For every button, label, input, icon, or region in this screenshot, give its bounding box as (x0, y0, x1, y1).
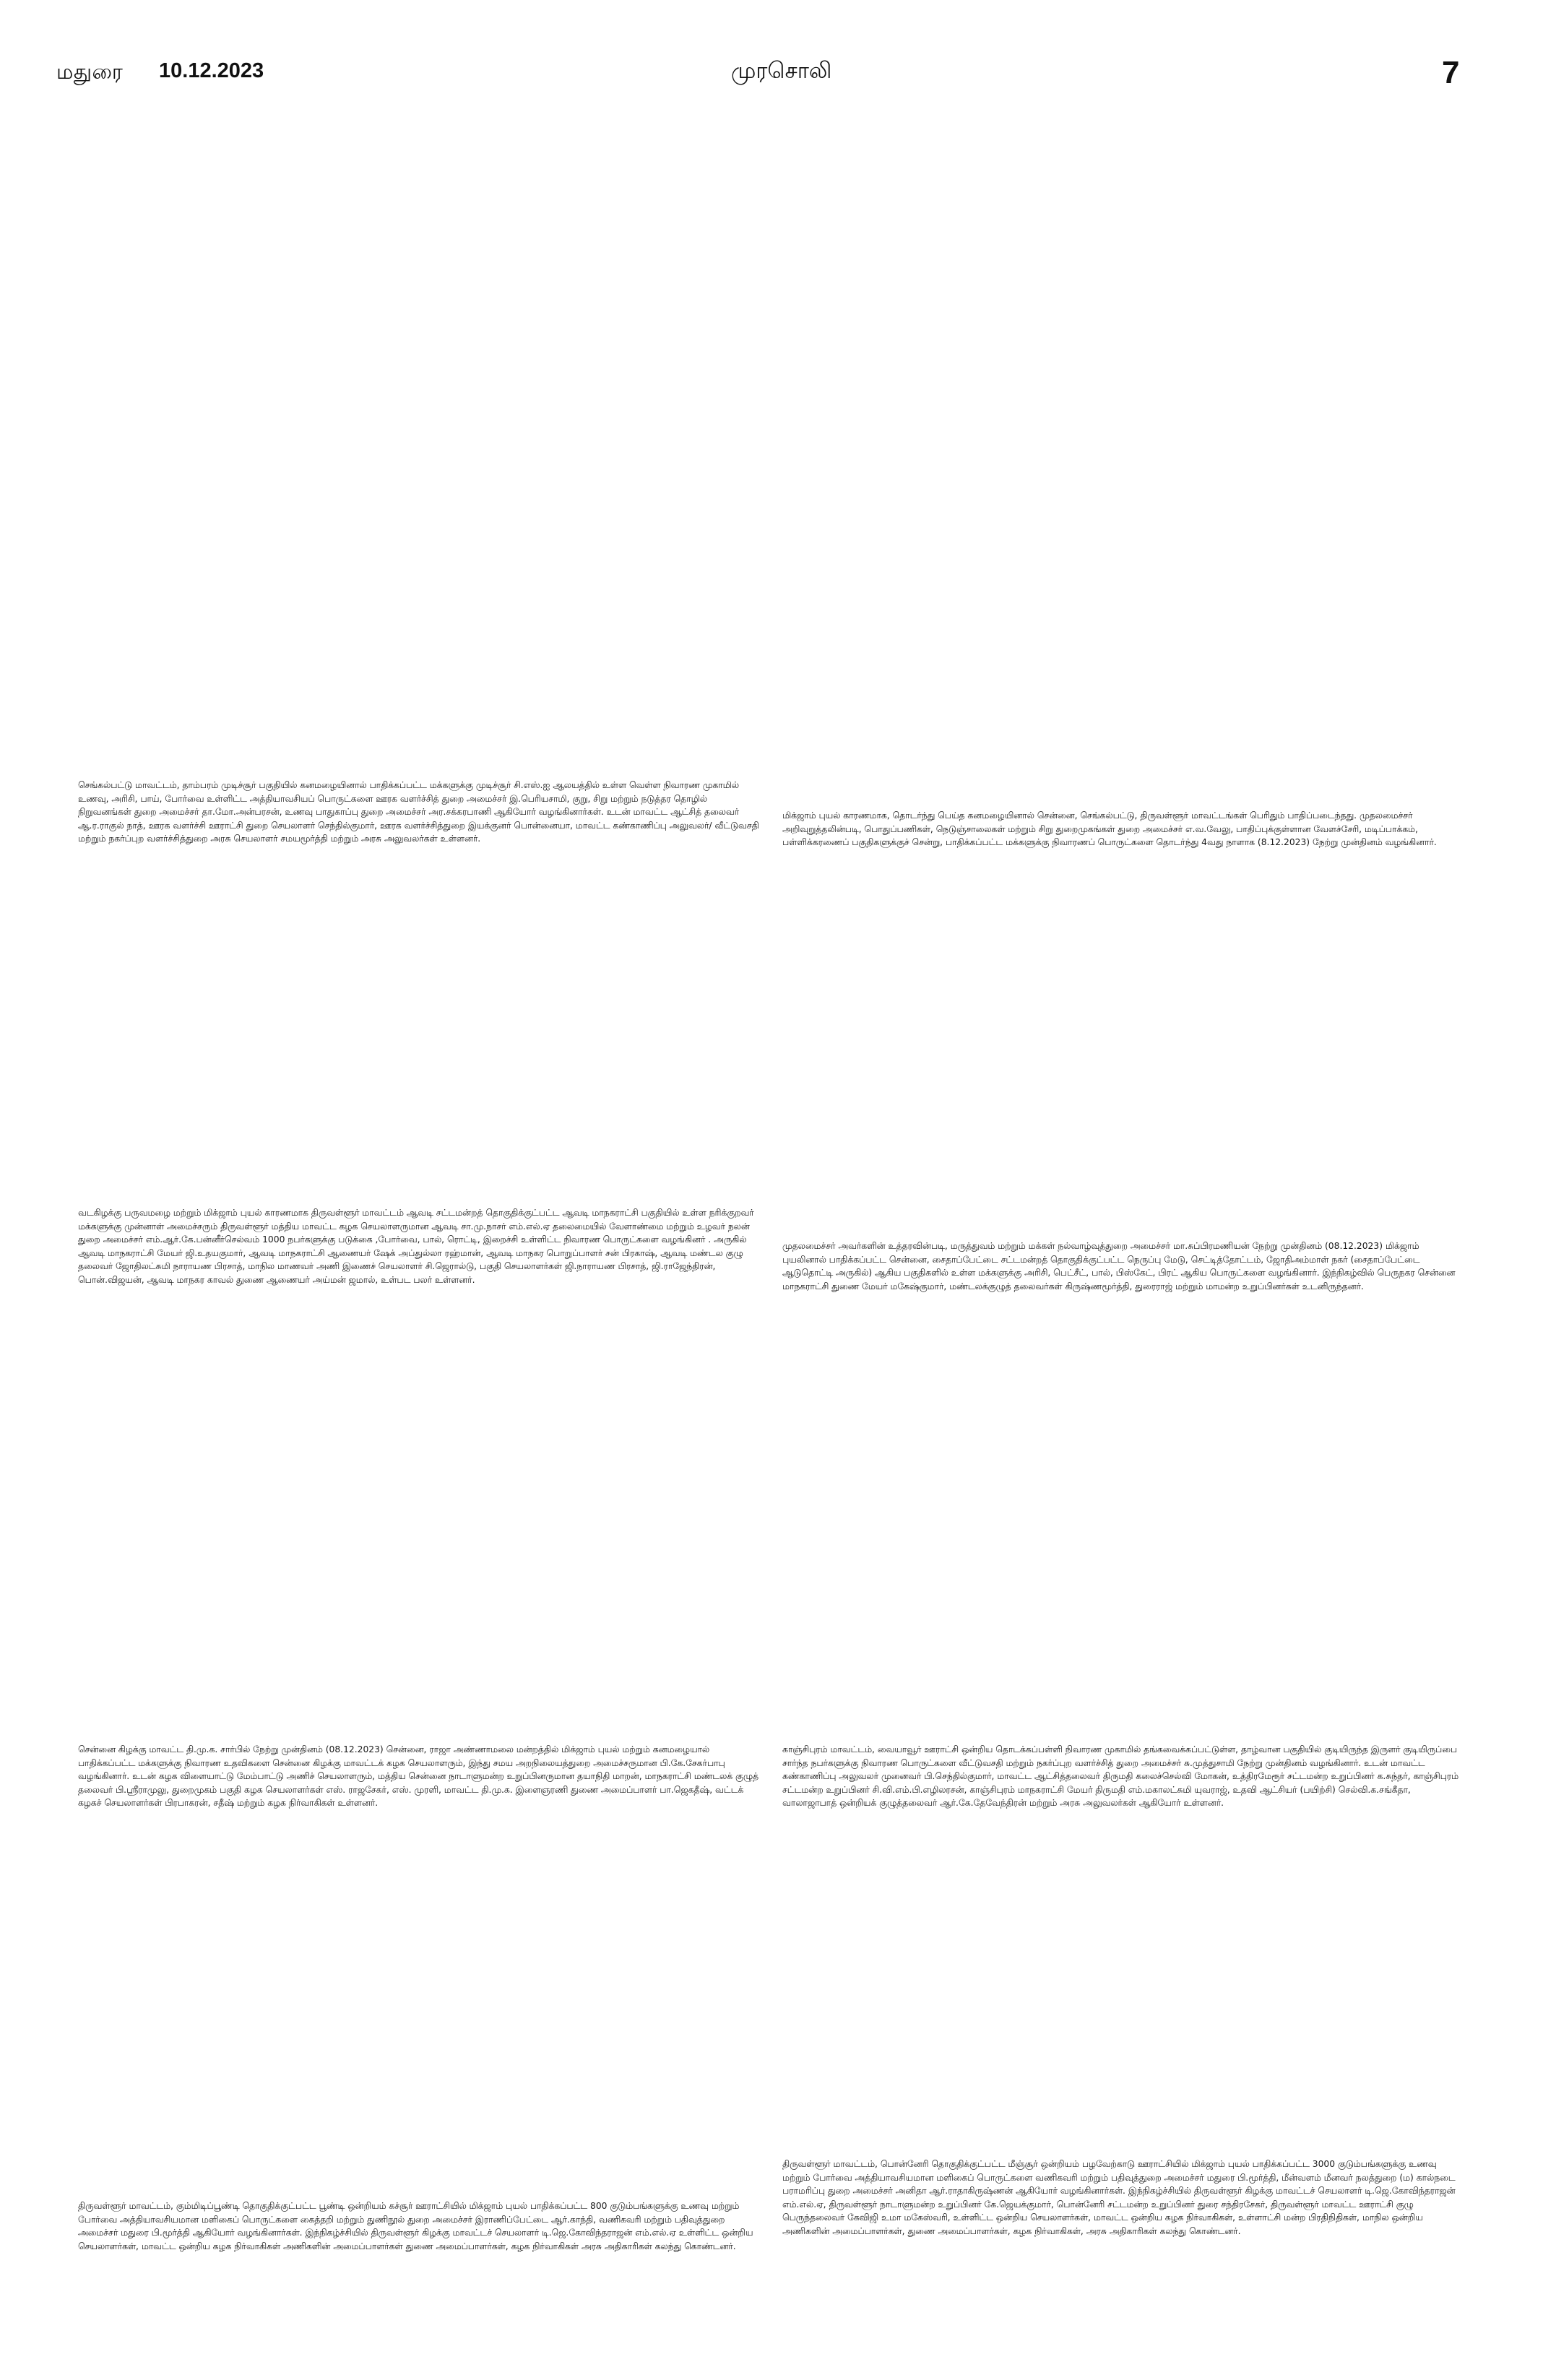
photo-caption-avadi: வடகிழக்கு பருவமழை மற்றும் மிக்ஜாம் புயல் காரணமாக திருவள்ளூர் மாவட்டம் ஆவடி சட்டமன்றத் தொகுதிக்குட்பட்ட ஆவடி மாநகராட்சி பகுதியில் உள்ள நரிக்குறவர் மக்களுக்கு முன்னாள் அமைச்சரும் திருவள்ளூர் மத்திய மாவட்ட கழக செயலாளருமான ஆவடி சா.மு.நாசர் எம்.எல்.ஏ தலைமையில் வேளாண்மை மற்றும் உழவர் நலன் துறை அமைச்சர் எம்.ஆர்.கே.பன்னீர்செல்வம் 1000 நபர்களுக்கு படுக்கை ,போர்வை, பால், ரொட்டி, இறைச்சி உள்ளிட்ட நிவாரண பொருட்களை வழங்கினர் . அருகில் ஆவடி மாநகராட்சி மேயர் ஜி.உதயகுமார், ஆவடி மாநகராட்சி ஆணையர் ஷேக் அப்துல்லா ரஹ்மான், ஆவடி மாநகர பொறுப்பாளர் சன் பிரகாஷ், ஆவடி மண்டல குழு தலைவர் ஜோதிலட்சுமி நாராயண பிரசாத், மாநில மாணவர் அணி இணைச் செயலாளர் சி.ஜெரால்டு, பகுதி செயலாளர்கள் ஜி.நாராயண பிரசாத், ஜி.ராஜேந்திரன், பொன்.விஜயன், ஆவடி மாநகர காவல் துணை ஆணையர் அய்மன் ஜமால், உள்பட பலர் உள்ளனர். (78, 1208, 754, 1285)
photo-caption-saidapet: முதலமைச்சர் அவர்களின் உத்தரவின்படி, மருத்துவம் மற்றும் மக்கள் நல்வாழ்வுத்துறை அமைச்சர் மா.சுப்பிரமணியன் நேற்று முன்தினம் (08.12.2023) மிக்ஜாம் புயலினால் பாதிக்கப்பட்ட சென்னை, சைதாப்பேட்டை சட்டமன்றத் தொகுதிக்குட்பட்ட நெருப்பு மேடு, செட்டித்தோட்டம், ஜோதிஅம்மாள் நகர் (சைதாப்பேட்டை ஆடுதொட்டி அருகில்) ஆகிய பகுதிகளில் உள்ள மக்களுக்கு அரிசி, பெட்சீட், பால், பிஸ்கேட், பிரட் ஆகிய பொருட்களை வழங்கினார். இந்நிகழ்வில் பெருநகர சென்னை மாநகராட்சி துணை மேயர் மகேஷ்குமார், மண்டலக்குழுத் தலைவர்கள் கிருஷ்ணமூர்த்தி, துரைராஜ் மற்றும் மாமன்ற உறுப்பினர்கள் உடனிருந்தனர். (782, 1241, 1456, 1291)
photo-caption-pazhaverkadu: திருவள்ளூர் மாவட்டம், பொன்னேரி தொகுதிக்குட்பட்ட மீஞ்சூர் ஒன்றியம் பழவேற்காடு ஊராட்சியில் மிக்ஜாம் புயல் பாதிக்கப்பட்ட 3000 குடும்பங்களுக்கு உணவு மற்றும் போர்வை அத்தியாவசியமான மளிகைப் பொருட்களை வணிகவரி மற்றும் பதிவுத்துறை அமைச்சர் மதுரை பி.மூர்த்தி, மீன்வளம் மீனவர் நலத்துறை (ம) கால்நடை பராமரிப்பு துறை அமைச்சர் அனிதா ஆர்.ராதாகிருஷ்ணன் ஆகியோர் வழங்கினார்கள். இந்நிகழ்ச்சியில் திருவள்ளூர் கிழக்கு மாவட்டச் செயலாளர் டி.ஜெ.கோவிந்தராஜன் எம்.எல்.ஏ, திருவள்ளூர் நாடாளுமன்ற உறுப்பினர் கே.ஜெயக்குமார், பொன்னேரி சட்டமன்ற உறுப்பினர் துரை சந்திரசேகர், திருவள்ளூர் மாவட்ட ஊராட்சி குழு பெருந்தலைவர் கேவிஜி உமா மகேஸ்வரி, உள்ளிட்ட ஒன்றிய செயலாளர்கள், மாவட்ட ஒன்றிய கழக நிர்வாகிகள், உள்ளாட்சி மன்ற பிரதிநிதிகள், மாநில ஒன்றிய அணிகளின் அமைப்பாளர்கள், துணை அமைப்பாளர்கள், கழக நிர்வாகிகள், அரசு அதிகாரிகள் கலந்து கொண்டனர். (782, 2159, 1456, 2236)
photo-caption-michaung-relief: மிக்ஜாம் புயல் காரணமாக, தொடர்ந்து பெய்த கனமழையினால் சென்னை, செங்கல்பட்டு, திருவள்ளூர் மாவட்டங்கள் பெரிதும் பாதிப்படைந்தது. முதலமைச்சர் அறிவுறுத்தலின்படி, பொதுப்பணிகள், நெடுஞ்சாலைகள் மற்றும் சிறு துறைமுகங்கள் துறை அமைச்சர் எ.வ.வேலு, பாதிப்புக்குள்ளான வேளச்சேரி, மடிப்பாக்கம், பள்ளிக்கரணைப் பகுதிகளுக்குச் சென்று, பாதிக்கப்பட்ட மக்களுக்கு நிவாரணப் பொருட்களை தொடர்ந்து 4வது நாளாக (8.12.2023) நேற்று முன்தினம் வழங்கினார். (782, 810, 1437, 848)
photo-caption-kachur: திருவள்ளூர் மாவட்டம், கும்மிடிப்பூண்டி தொகுதிக்குட்பட்ட பூண்டி ஒன்றியம் கச்சூர் ஊராட்சியில் மிக்ஜாம் புயல் பாதிக்கப்பட்ட 800 குடும்பங்களுக்கு உணவு மற்றும் போர்வை அத்தியாவசியமான மளிகைப் பொருட்களை கைத்தறி மற்றும் துணிநூல் துறை அமைச்சர் இராணிப்பேட்டை ஆர்.காந்தி, வணிகவரி மற்றும் பதிவுத்துறை அமைச்சர் மதுரை பி.மூர்த்தி ஆகியோர் வழங்கினார்கள். இந்நிகழ்ச்சியில் திருவள்ளூர் கிழக்கு மாவட்டச் செயலாளர் டி.ஜெ.கோவிந்தராஜன் எம்.எல்.ஏ உள்ளிட்ட ஒன்றிய செயலாளர்கள், மாவட்ட ஒன்றிய கழக நிர்வாகிகள் அணிகளின் அமைப்பாளர்கள் துணை அமைப்பாளர்கள், கழக நிர்வாகிகள் அரசு அதிகாரிகள் கலந்து கொண்டனர். (78, 2201, 753, 2251)
masthead (0, 0, 1543, 101)
newspaper-name: முரசொலி (731, 58, 832, 84)
edition-date: 10.12.2023 (159, 59, 264, 82)
photo-caption-kanchipuram: காஞ்சிபுரம் மாவட்டம், வையாவூர் ஊராட்சி ஒன்றிய தொடக்கப்பள்ளி நிவாரண முகாமில் தங்கவைக்கப்பட்டுள்ள, தாழ்வான பகுதியில் குடியிருந்த இருளர் குடியிருப்பை சார்ந்த நபர்களுக்கு நிவாரண பொருட்களை வீட்டுவசதி மற்றும் நகர்ப்புற வளர்ச்சித் துறை அமைச்சர் சு.முத்துசாமி நேற்று முன்தினம் வழங்கினார். உடன் மாவட்ட கண்காணிப்பு அலுவலர் முனைவர் பி.செந்தில்குமார், மாவட்ட ஆட்சித்தலைவர் திருமதி கலைச்செல்வி மோகன், உத்திரமேரூர் சட்டமன்ற உறுப்பினர் க.சுந்தர், காஞ்சிபுரம் சட்டமன்ற உறுப்பினர் சி.வி.எம்.பி.எழிலரசன், காஞ்சிபுரம் மாநகராட்சி மேயர் திருமதி எம்.மகாலட்சுமி யுவராஜ், உதவி ஆட்சியர் (பயிற்சி) செல்வி.க.சங்கீதா, வாலாஜாபாத் ஒன்றியக் குழுத்தலைவர் ஆர்.கே.தேவேந்திரன் மற்றும் அரசு அலுவலர்கள் ஆகியோர் உள்ளனர். (782, 1744, 1458, 1809)
page-number: 7 (1442, 55, 1460, 90)
edition-city: மதுரை (56, 59, 124, 84)
photo-caption-chennai-east: சென்னை கிழக்கு மாவட்ட தி.மு.க. சார்பில் நேற்று முன்தினம் (08.12.2023) சென்னை, ராஜா அண்ணாமலை மன்றத்தில் மிக்ஜாம் புயல் மற்றும் கனமழையால் பாதிக்கப்பட்ட மக்களுக்கு நிவாரண உதவிகளை சென்னை கிழக்கு மாவட்டக் கழக செயலாளரும், இந்து சமய அறநிலையத்துறை அமைச்சருமான பி.கே.சேகர்பாபு வழங்கினார். உடன் கழக விளையாட்டு மேம்பாட்டு அணிச் செயலாளரும், மத்திய சென்னை நாடாளுமன்ற உறுப்பினருமான தயாநிதி மாறன், மாநகராட்சி மண்டலக் குழுத் தலைவர் பி.ஸ்ரீராமுலு, துறைமுகம் பகுதி கழக செயலாளர்கள் எஸ். ராஜசேகர், எஸ். முரளி, மாவட்ட தி.மு.க. இளைஞரணி துணை அமைப்பாளர் பா.ஜெகதீஷ், வட்டக் கழகச் செயலாளர்கள் பிரபாகரன், சதீஷ் மற்றும் கழக நிர்வாகிகள் உள்ளனர். (78, 1744, 759, 1809)
photo-caption-chengalpattu: செங்கல்பட்டு மாவட்டம், தாம்பரம் முடிச்சூர் பகுதியில் கனமழையினால் பாதிக்கப்பட்ட மக்களுக்கு முடிச்சூர் சி.எஸ்.ஐ ஆலயத்தில் உள்ள வெள்ள நிவாரண முகாமில் உணவு, அரிசி, பாய், போர்வை உள்ளிட்ட அத்தியாவசியப் பொருட்களை ஊரக வளர்ச்சித் துறை அமைச்சர் இ.பெரியசாமி, குறு, சிறு மற்றும் நடுத்தர தொழில் நிறுவனங்கள் துறை அமைச்சர் தா.மோ.அன்பரசன், உணவு பாதுகாப்பு துறை அமைச்சர் அர.சக்கரபாணி ஆகியோர் வழங்கினார்கள். உடன் மாவட்ட ஆட்சித் தலைவர் ஆ.ர.ராகுல் நாத், ஊரக வளர்ச்சி ஊராட்சி துறை செயலாளர் செந்தில்குமார், ஊரக வளர்ச்சித்துறை இயக்குனர் பொன்னையா, மாவட்ட கண்காணிப்பு அலுவலர்/ வீட்டுவசதி மற்றும் நகர்ப்புற வளர்ச்சித்துறை அரசு செயலாளர் சமயமூர்த்தி மற்றும் அரசு அலுவலர்கள் உள்ளனர். (78, 780, 759, 844)
